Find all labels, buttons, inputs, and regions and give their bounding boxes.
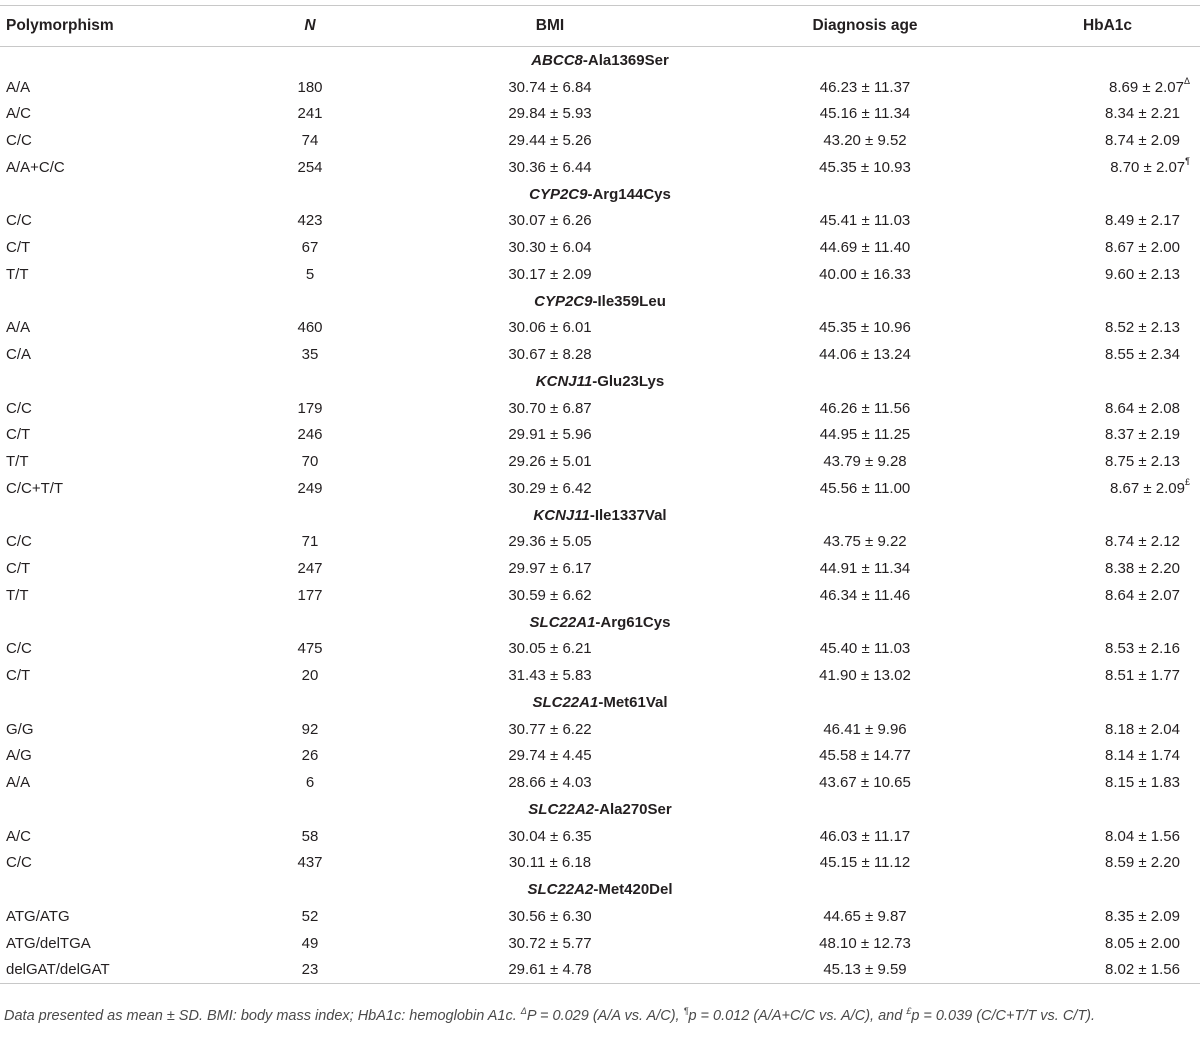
n-cell: 70	[301, 453, 319, 471]
hba1c-cell	[1015, 315, 1200, 342]
genotype-cell: C/T	[6, 426, 31, 444]
hba1c-cell	[1015, 395, 1200, 422]
group-row	[0, 368, 1200, 395]
diagnosis-age-cell: 41.90 ± 13.02	[819, 667, 911, 685]
variant-name: -Ile359Leu	[592, 292, 666, 310]
hba1c-cell	[1015, 957, 1200, 984]
gene-name: SLC22A1	[532, 693, 599, 711]
genotype-cell: A/A	[6, 774, 31, 792]
significance-mark: ¶	[1185, 156, 1190, 167]
variant-name: -Ala1369Ser	[582, 51, 669, 69]
genotype-cell: A/C	[6, 105, 32, 123]
bmi-cell: 28.66 ± 4.03	[508, 774, 592, 792]
table-row	[0, 636, 1200, 663]
hba1c-value: 8.75 ± 2.13	[1105, 453, 1180, 471]
variant-name: -Met420Del	[593, 881, 673, 899]
hba1c-cell	[1015, 850, 1200, 877]
bmi-cell: 30.17 ± 2.09	[508, 265, 592, 283]
diagnosis-age-cell: 45.13 ± 9.59	[715, 957, 1015, 984]
genotype-cell: ATG/ATG	[6, 907, 70, 925]
diagnosis-age-cell: 45.15 ± 11.12	[819, 854, 911, 872]
hba1c-value: 8.14 ± 1.74	[1105, 747, 1180, 765]
genotype-cell: C/T	[6, 667, 31, 685]
hba1c-cell	[1015, 529, 1200, 556]
bmi-cell: 30.36 ± 6.44	[508, 158, 592, 176]
diagnosis-age-cell: 46.03 ± 11.17	[819, 827, 911, 845]
hba1c-cell	[1015, 448, 1200, 475]
hba1c-cell	[1015, 555, 1200, 582]
diagnosis-age-cell: 46.34 ± 11.46	[819, 586, 911, 604]
results-table	[0, 5, 1200, 984]
hba1c-value: 8.74 ± 2.09	[1105, 132, 1180, 150]
genotype-cell: A/A+C/C	[6, 158, 65, 176]
group-title	[0, 609, 1200, 636]
n-cell: 58	[301, 827, 319, 845]
hba1c-value: 8.18 ± 2.04	[1105, 720, 1180, 738]
hba1c-cell	[1015, 341, 1200, 368]
n-cell: 6	[305, 774, 315, 792]
hba1c-cell	[1015, 475, 1200, 502]
hba1c-value: 8.59 ± 2.20	[1105, 854, 1180, 872]
genotype-cell: C/C	[6, 212, 32, 230]
table-body	[0, 47, 1200, 984]
table-row	[0, 823, 1200, 850]
bmi-cell: 30.11 ± 6.18	[508, 854, 592, 872]
table-row	[0, 422, 1200, 449]
bmi-cell: 29.26 ± 5.01	[508, 453, 592, 471]
bmi-cell: 30.56 ± 6.30	[508, 907, 592, 925]
table-row	[0, 930, 1200, 957]
table-row	[0, 154, 1200, 181]
n-cell: 20	[301, 667, 319, 685]
hba1c-value: 8.02 ± 1.56	[1105, 961, 1180, 979]
genotype-cell: delGAT/delGAT	[0, 957, 235, 984]
group-row	[0, 609, 1200, 636]
hba1c-value: 8.67 ± 2.09	[1110, 480, 1185, 498]
n-cell: 5	[305, 265, 315, 283]
gene-name: ABCC8	[531, 51, 583, 69]
genotype-cell: C/C	[6, 854, 32, 872]
hba1c-value: 8.52 ± 2.13	[1105, 319, 1180, 337]
group-title	[0, 502, 1200, 529]
gene-name: SLC22A1	[529, 613, 596, 631]
table-row	[0, 903, 1200, 930]
n-cell: 246	[297, 426, 323, 444]
table-row	[0, 743, 1200, 770]
bmi-cell: 30.72 ± 5.77	[508, 934, 592, 952]
gene-name: SLC22A2	[527, 881, 594, 899]
diagnosis-age-cell: 44.69 ± 11.40	[819, 239, 911, 257]
bmi-cell: 29.44 ± 5.26	[508, 132, 592, 150]
genotype-cell: A/G	[6, 747, 32, 765]
n-cell: 241	[297, 105, 323, 123]
diagnosis-age-cell: 46.41 ± 9.96	[823, 720, 907, 738]
variant-name: -Glu23Lys	[592, 372, 665, 390]
diagnosis-age-cell: 43.79 ± 9.28	[823, 453, 907, 471]
hba1c-value: 8.38 ± 2.20	[1105, 560, 1180, 578]
diagnosis-age-cell: 44.06 ± 13.24	[819, 346, 911, 364]
header-diagnosis-age: Diagnosis age	[715, 6, 1015, 47]
genotype-cell: C/A	[6, 346, 32, 364]
genotype-cell: A/A	[6, 319, 31, 337]
genotype-cell: C/T	[6, 239, 31, 257]
group-row	[0, 47, 1200, 74]
hba1c-value: 8.64 ± 2.07	[1105, 586, 1180, 604]
n-cell: 74	[301, 132, 319, 150]
genotype-cell: C/T	[6, 560, 31, 578]
variant-name: -Met61Val	[598, 693, 668, 711]
table-row	[0, 315, 1200, 342]
genotype-cell: ATG/delTGA	[6, 934, 91, 952]
genotype-cell: T/T	[6, 453, 29, 471]
bmi-cell: 30.70 ± 6.87	[508, 399, 592, 417]
hba1c-cell	[1015, 636, 1200, 663]
diagnosis-age-cell: 45.40 ± 11.03	[819, 640, 911, 658]
group-title	[0, 796, 1200, 823]
group-row	[0, 876, 1200, 903]
table-row	[0, 769, 1200, 796]
hba1c-cell	[1015, 743, 1200, 770]
hba1c-value: 8.34 ± 2.21	[1105, 105, 1180, 123]
diagnosis-age-cell: 43.67 ± 10.65	[819, 774, 911, 792]
group-title	[0, 181, 1200, 208]
group-row	[0, 502, 1200, 529]
table-row	[0, 234, 1200, 261]
gene-name: CYP2C9	[529, 185, 588, 203]
n-cell: 52	[301, 907, 319, 925]
n-cell: 92	[301, 720, 319, 738]
header-bmi: BMI	[385, 6, 715, 47]
hba1c-value: 8.69 ± 2.07	[1109, 79, 1184, 97]
bmi-cell: 30.06 ± 6.01	[508, 319, 592, 337]
group-row	[0, 181, 1200, 208]
table-row	[0, 850, 1200, 877]
hba1c-value: 8.64 ± 2.08	[1105, 399, 1180, 417]
bmi-cell: 30.05 ± 6.21	[508, 640, 592, 658]
group-title	[0, 288, 1200, 315]
hba1c-cell	[1015, 422, 1200, 449]
group-row	[0, 796, 1200, 823]
header-hba1c: HbA1c	[1015, 6, 1200, 47]
diagnosis-age-cell: 45.41 ± 11.03	[819, 212, 911, 230]
gene-name: CYP2C9	[534, 292, 593, 310]
table-row	[0, 101, 1200, 128]
bmi-cell: 30.04 ± 6.35	[508, 827, 592, 845]
hba1c-cell	[1015, 101, 1200, 128]
table-row	[0, 395, 1200, 422]
n-cell: 35	[301, 346, 319, 364]
table-footnote	[4, 1000, 1196, 1027]
footnote-mark-delta: Δ	[520, 1006, 527, 1016]
bmi-cell: 30.07 ± 6.26	[508, 212, 592, 230]
genotype-cell: T/T	[6, 265, 29, 283]
n-cell: 179	[297, 399, 323, 417]
diagnosis-age-cell: 45.58 ± 14.77	[819, 747, 911, 765]
n-cell: 26	[301, 747, 319, 765]
variant-name: -Ile1337Val	[589, 506, 667, 524]
bmi-cell: 29.61 ± 4.78	[385, 957, 715, 984]
bmi-cell: 29.74 ± 4.45	[508, 747, 592, 765]
hba1c-cell	[1015, 903, 1200, 930]
hba1c-value: 8.74 ± 2.12	[1105, 533, 1180, 551]
hba1c-value: 8.15 ± 1.83	[1105, 774, 1180, 792]
gene-name: SLC22A2	[528, 800, 595, 818]
hba1c-value: 8.55 ± 2.34	[1105, 346, 1180, 364]
significance-mark: £	[1184, 477, 1190, 488]
diagnosis-age-cell: 40.00 ± 16.33	[819, 265, 911, 283]
hba1c-cell	[1015, 582, 1200, 609]
footnote-p3: p = 0.039 (C/C+T/T vs. C/T).	[911, 1007, 1096, 1024]
n-cell: 437	[297, 854, 323, 872]
diagnosis-age-cell: 46.26 ± 11.56	[819, 399, 911, 417]
footnote-intro: Data presented as mean ± SD. BMI: body mass index; HbA1c: hemoglobin A1c.	[4, 1007, 521, 1024]
variant-name: -Arg61Cys	[595, 613, 671, 631]
genotype-cell: C/C	[6, 640, 32, 658]
hba1c-cell	[1015, 74, 1200, 101]
n-cell: 23	[235, 957, 385, 984]
hba1c-value: 9.60 ± 2.13	[1105, 265, 1180, 283]
footnote-p2: p = 0.012 (A/A+C/C vs. A/C), and	[688, 1007, 907, 1024]
group-row	[0, 689, 1200, 716]
diagnosis-age-cell: 45.35 ± 10.93	[819, 158, 911, 176]
footnote-mark-pilcrow: ¶	[683, 1006, 689, 1016]
n-cell: 247	[297, 560, 323, 578]
diagnosis-age-cell: 45.16 ± 11.34	[819, 105, 911, 123]
n-cell: 67	[301, 239, 319, 257]
diagnosis-age-cell: 43.75 ± 9.22	[823, 533, 907, 551]
diagnosis-age-cell: 46.23 ± 11.37	[819, 78, 911, 96]
n-cell: 177	[297, 586, 323, 604]
hba1c-cell	[1015, 154, 1200, 181]
table-row	[0, 341, 1200, 368]
bmi-cell: 30.77 ± 6.22	[508, 720, 592, 738]
bmi-cell: 29.36 ± 5.05	[508, 533, 592, 551]
hba1c-value: 8.05 ± 2.00	[1105, 934, 1180, 952]
hba1c-value: 8.67 ± 2.00	[1105, 239, 1180, 257]
n-cell: 460	[297, 319, 323, 337]
hba1c-value: 8.04 ± 1.56	[1105, 827, 1180, 845]
bmi-cell: 30.59 ± 6.62	[508, 586, 592, 604]
genotype-cell: A/A	[6, 78, 31, 96]
variant-name: -Ala270Ser	[594, 800, 672, 818]
table-row	[0, 582, 1200, 609]
table-row	[0, 716, 1200, 743]
table-row	[0, 74, 1200, 101]
diagnosis-age-cell: 44.91 ± 11.34	[819, 560, 911, 578]
bmi-cell: 31.43 ± 5.83	[508, 667, 592, 685]
group-title	[0, 689, 1200, 716]
n-cell: 249	[297, 479, 323, 497]
group-title	[0, 876, 1200, 903]
hba1c-cell	[1015, 716, 1200, 743]
group-title	[0, 368, 1200, 395]
hba1c-value: 8.70 ± 2.07	[1110, 159, 1186, 177]
bmi-cell: 30.67 ± 8.28	[508, 346, 592, 364]
genotype-cell: C/C	[6, 533, 32, 551]
footnote-p1: P = 0.029 (A/A vs. A/C),	[526, 1007, 684, 1024]
n-cell: 423	[297, 212, 323, 230]
table-row	[0, 957, 1200, 984]
diagnosis-age-cell: 44.95 ± 11.25	[819, 426, 911, 444]
table-header	[0, 6, 1200, 47]
n-cell: 254	[297, 158, 323, 176]
n-cell: 180	[297, 78, 323, 96]
table-row	[0, 555, 1200, 582]
group-title	[0, 47, 1200, 74]
diagnosis-age-cell: 44.65 ± 9.87	[823, 907, 907, 925]
header-polymorphism: Polymorphism	[0, 6, 235, 47]
diagnosis-age-cell: 45.35 ± 10.96	[819, 319, 911, 337]
variant-name: -Arg144Cys	[587, 185, 671, 203]
table-row	[0, 475, 1200, 502]
table-row	[0, 208, 1200, 235]
hba1c-cell	[1015, 769, 1200, 796]
significance-mark: Δ	[1183, 76, 1190, 87]
bmi-cell: 29.91 ± 5.96	[508, 426, 592, 444]
table-row	[0, 127, 1200, 154]
genotype-cell: G/G	[6, 720, 34, 738]
n-cell: 475	[297, 640, 323, 658]
hba1c-value: 8.53 ± 2.16	[1105, 640, 1180, 658]
diagnosis-age-cell: 45.56 ± 11.00	[819, 479, 911, 497]
hba1c-value: 8.51 ± 1.77	[1105, 667, 1180, 685]
bmi-cell: 30.29 ± 6.42	[508, 479, 592, 497]
bmi-cell: 30.74 ± 6.84	[508, 78, 592, 96]
table-row	[0, 448, 1200, 475]
hba1c-cell	[1015, 234, 1200, 261]
genotype-cell: C/C	[6, 132, 32, 150]
table-row	[0, 662, 1200, 689]
hba1c-value: 8.37 ± 2.19	[1105, 426, 1180, 444]
hba1c-value: 8.35 ± 2.09	[1105, 907, 1180, 925]
bmi-cell: 30.30 ± 6.04	[508, 239, 592, 257]
diagnosis-age-cell: 43.20 ± 9.52	[823, 132, 907, 150]
genotype-cell: A/C	[6, 827, 32, 845]
footnote-mark-pound: £	[906, 1006, 912, 1016]
table-row	[0, 529, 1200, 556]
bmi-cell: 29.97 ± 6.17	[508, 560, 592, 578]
bmi-cell: 29.84 ± 5.93	[508, 105, 592, 123]
genotype-cell: T/T	[6, 586, 29, 604]
hba1c-cell	[1015, 127, 1200, 154]
header-n: N	[235, 6, 385, 47]
hba1c-cell	[1015, 662, 1200, 689]
n-cell: 49	[301, 934, 319, 952]
table-row	[0, 261, 1200, 288]
group-row	[0, 288, 1200, 315]
hba1c-cell	[1015, 823, 1200, 850]
genotype-cell: C/C	[6, 399, 32, 417]
gene-name: KCNJ11	[535, 372, 593, 390]
hba1c-cell	[1015, 208, 1200, 235]
n-cell: 71	[301, 533, 319, 551]
diagnosis-age-cell: 48.10 ± 12.73	[819, 934, 911, 952]
hba1c-value: 8.49 ± 2.17	[1105, 212, 1180, 230]
hba1c-cell	[1015, 930, 1200, 957]
gene-name: KCNJ11	[533, 506, 590, 524]
genotype-cell: C/C+T/T	[6, 479, 64, 497]
hba1c-cell	[1015, 261, 1200, 288]
